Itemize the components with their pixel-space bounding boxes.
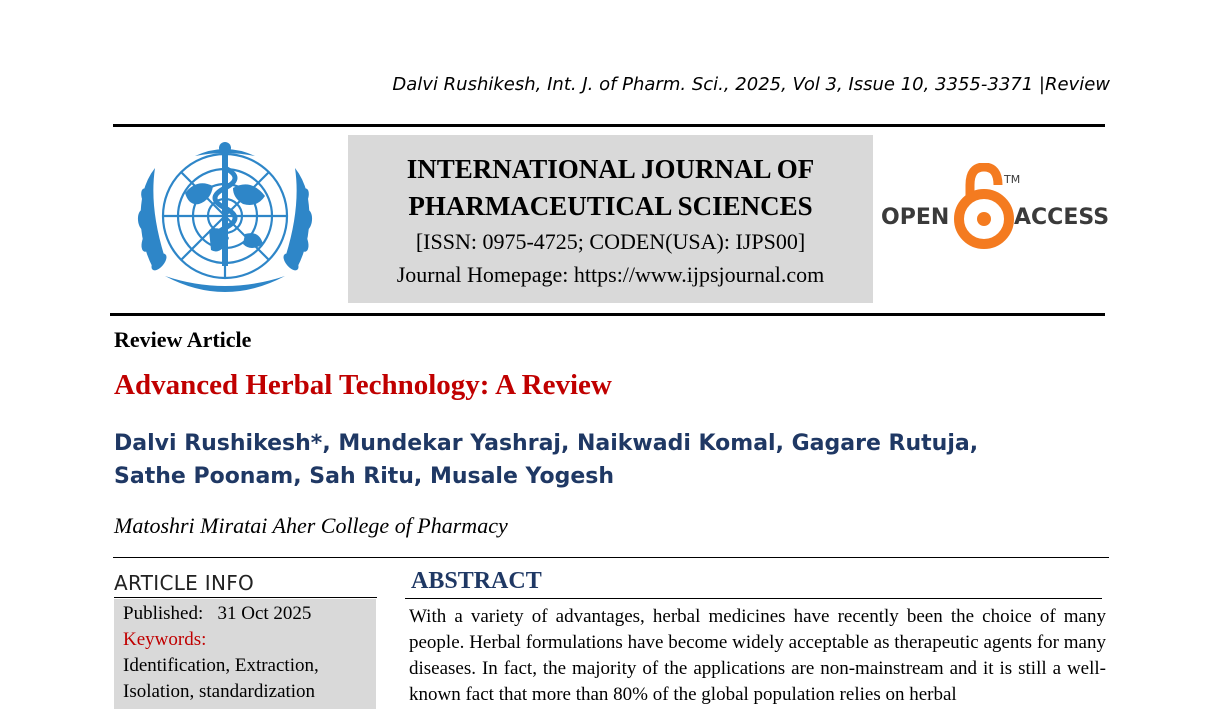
author-affiliation: Matoshri Miratai Aher College of Pharmacy bbox=[114, 513, 508, 538]
header-top-rule bbox=[113, 124, 1105, 127]
keywords-label: Keywords: bbox=[123, 629, 207, 650]
svg-text:ACCESS: ACCESS bbox=[1014, 205, 1108, 230]
published-label: Published: bbox=[123, 603, 204, 624]
published-row bbox=[123, 601, 376, 627]
abstract-text: With a variety of advantages, herbal medicines have recently been the choice of many people. Herbal formulations have become widely acceptable as therapeutic agents for many diseases. In fact, the majority of the applications are non-mainstream and it is still a well-known fact that more than 80% of the global population relies on herbal bbox=[409, 606, 1106, 705]
running-header: Dalvi Rushikesh, Int. J. of Pharm. Sci., 2025, Vol 3, Issue 10, 3355-3371 |Review bbox=[392, 74, 1110, 95]
keywords-list: Identification, Extraction, Isolation, standardization bbox=[123, 655, 319, 702]
abstract-rule bbox=[405, 598, 1102, 599]
journal-masthead bbox=[348, 135, 873, 303]
open-access-icon bbox=[878, 163, 1108, 253]
author-list: Dalvi Rushikesh*, Mundekar Yashraj, Naikwadi Komal, Gagare Rutuja, Sathe Poonam, Sah Ritu, Musale Yogesh bbox=[114, 431, 979, 489]
open-access-logo bbox=[878, 163, 1108, 253]
article-title: Advanced Herbal Technology: A Review bbox=[114, 369, 612, 401]
journal-issn: [ISSN: 0975-4725; CODEN(USA): IJPS00] bbox=[415, 229, 806, 254]
header-bottom-rule bbox=[110, 313, 1105, 316]
article-type: Review Article bbox=[114, 327, 252, 352]
journal-title: INTERNATIONAL JOURNAL OF PHARMACEUTICAL SCIENCES bbox=[406, 154, 815, 221]
article-info-heading: ARTICLE INFO bbox=[114, 571, 255, 595]
published-date: 31 Oct 2025 bbox=[217, 603, 312, 624]
abstract-heading: ABSTRACT bbox=[411, 568, 542, 594]
section-divider bbox=[113, 557, 1109, 558]
journal-homepage: Journal Homepage: https://www.ijpsjournal.com bbox=[396, 262, 825, 287]
journal-logo bbox=[125, 138, 325, 306]
svg-text:OPEN: OPEN bbox=[881, 205, 950, 230]
article-info-box bbox=[114, 599, 376, 709]
trademark-label: TM bbox=[1004, 173, 1021, 186]
un-emblem-icon bbox=[125, 138, 325, 306]
article-info-rule bbox=[114, 597, 377, 598]
